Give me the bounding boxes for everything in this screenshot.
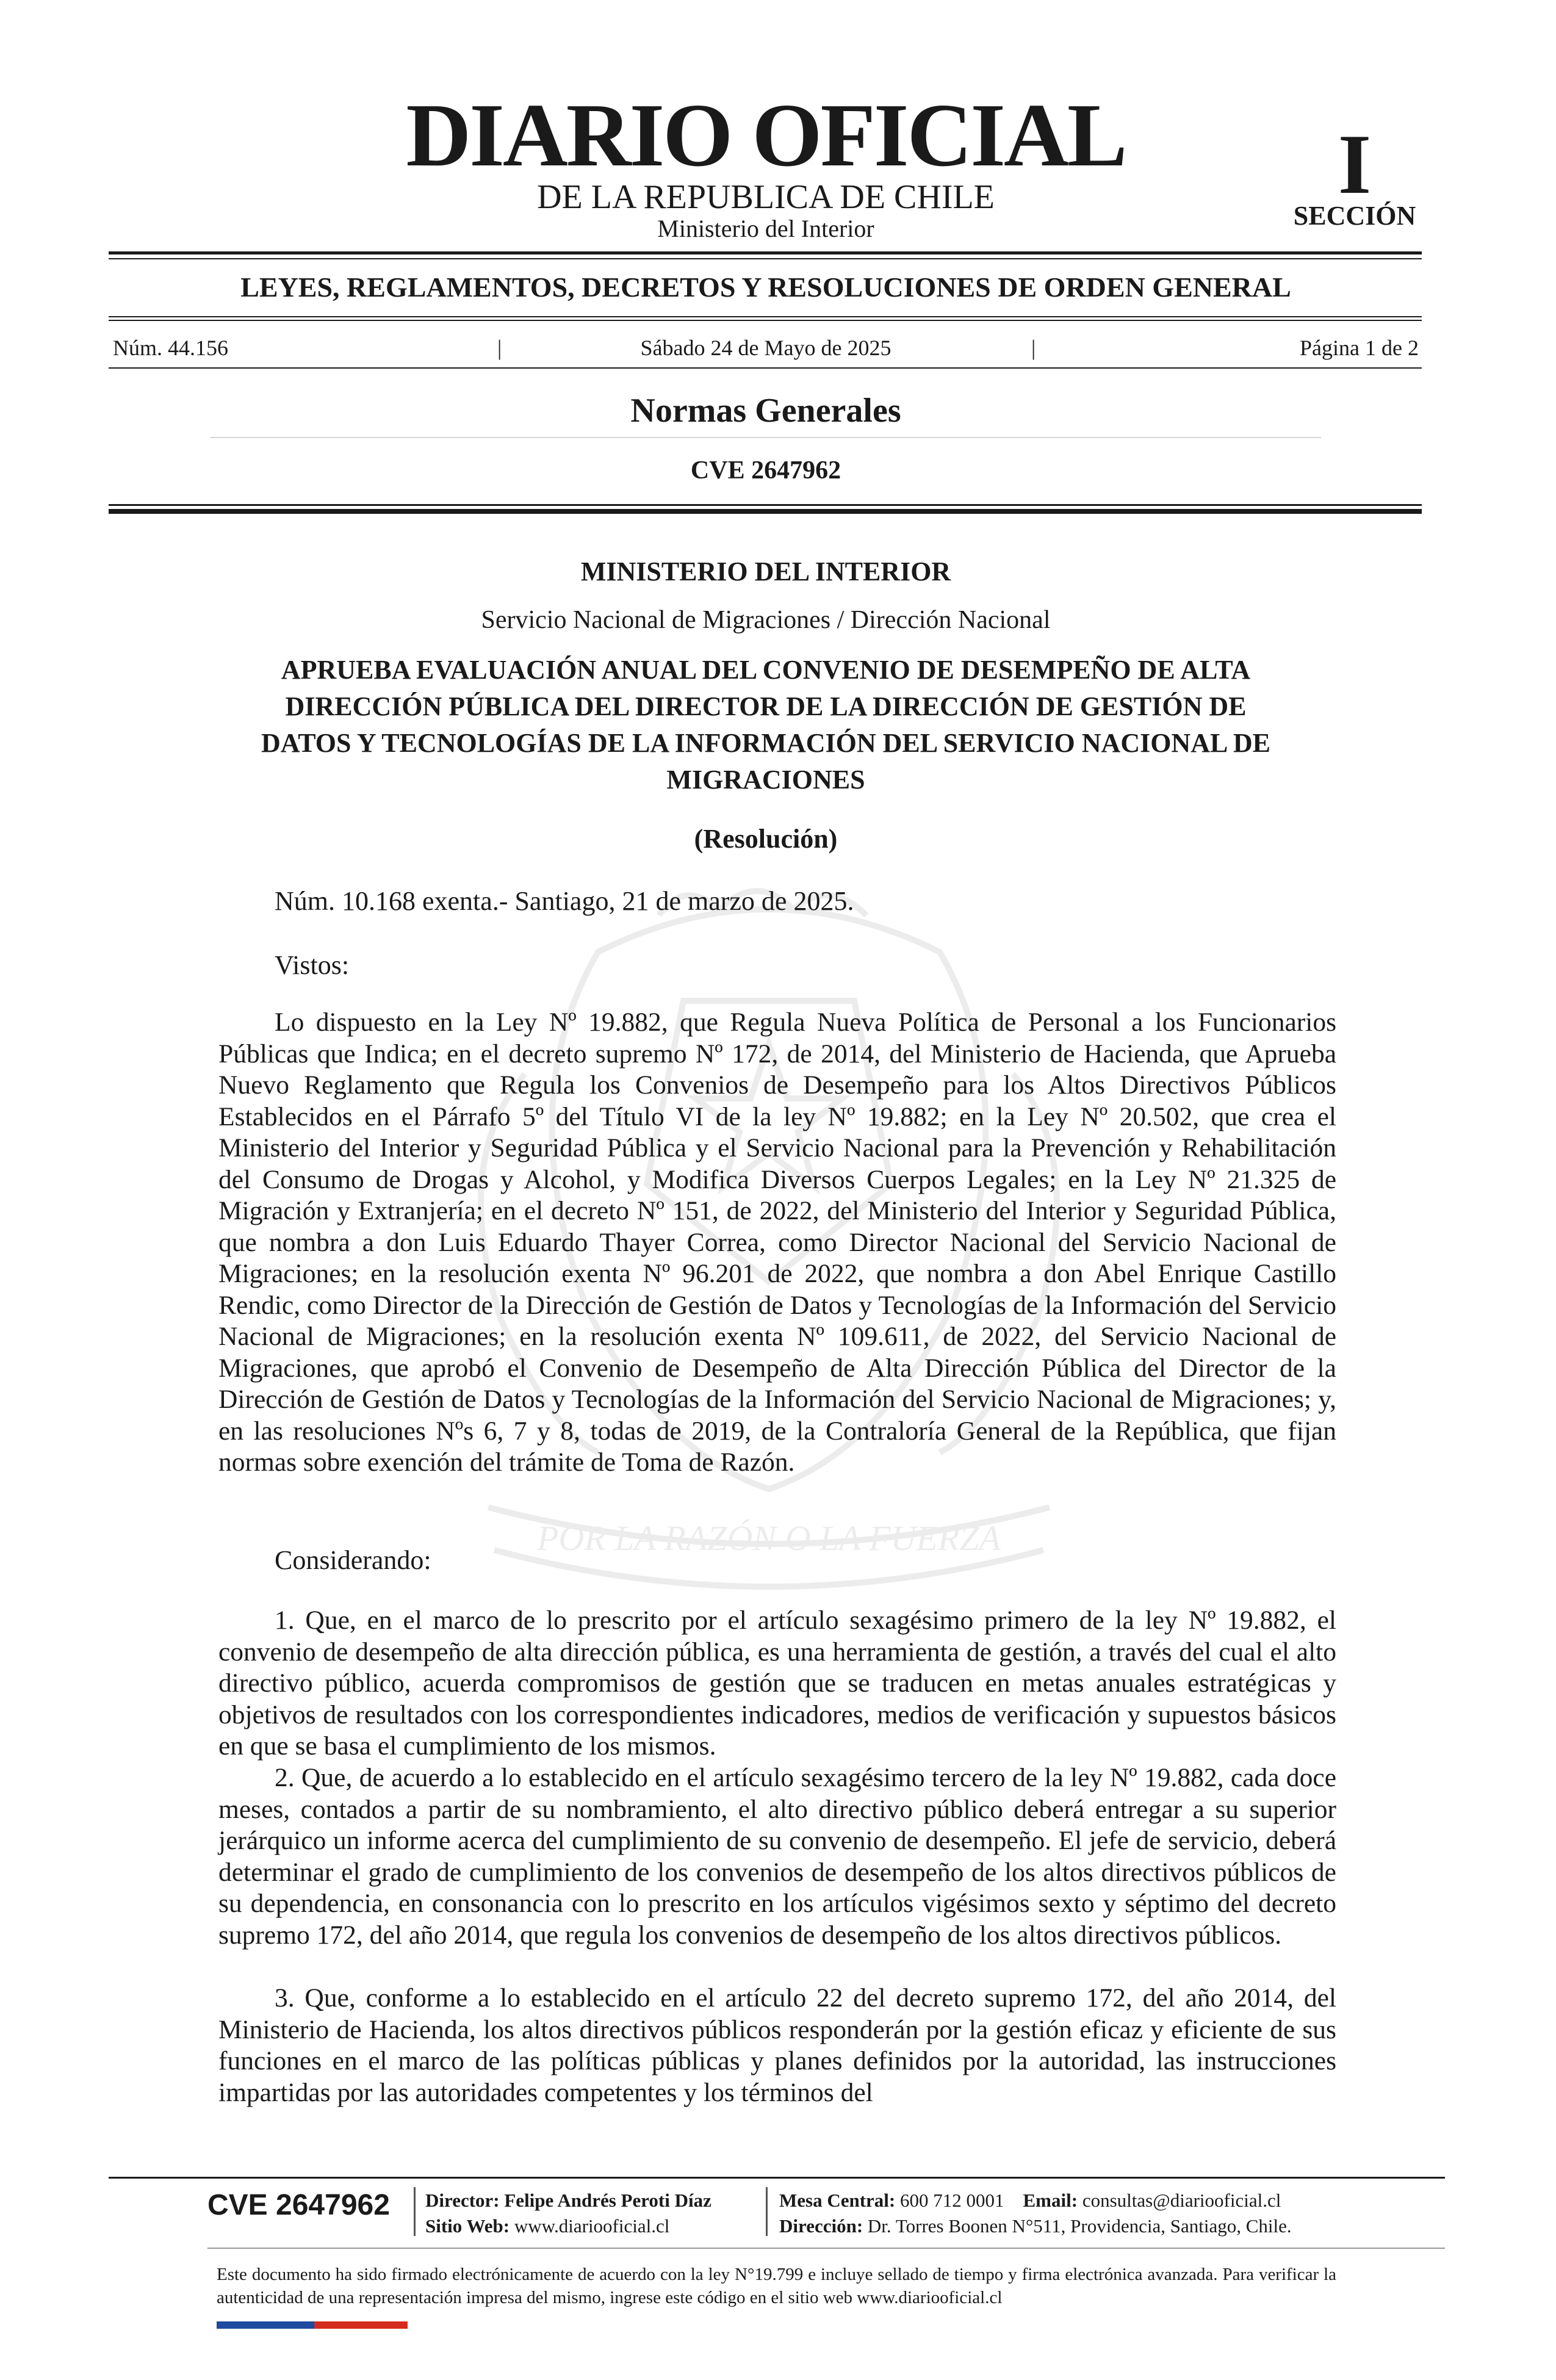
resolution-title-line: MIGRACIONES: [666, 765, 865, 795]
footer-director-label: Director:: [425, 2190, 500, 2211]
cve-rule-thick: [109, 509, 1422, 514]
issue-separator: |: [1031, 336, 1036, 360]
considerando-item: 1. Que, en el marco de lo prescrito por el artículo sexagésimo primero de la ley Nº 19.882, el convenio de desempeño de alta dirección pública, es una herramienta de gestión, a través del cual el alto directivo público, acuerda compromisos de gestión que se traducen en metas anuales estratégicas y objetivos de resultados con los correspondientes indicadores, medios de verificación y supuestos básicos en que se basa el cumplimiento de los mismos.: [218, 1606, 1336, 1761]
footer-phone: 600 712 0001: [900, 2190, 1004, 2211]
footer-divider: [766, 2187, 768, 2236]
agency-heading: MINISTERIO DEL INTERIOR: [580, 557, 951, 586]
footer-email-label: Email:: [1023, 2190, 1078, 2211]
page-indicator: Página 1 de 2: [1300, 336, 1419, 360]
considerando-item: 3. Que, conforme a lo establecido en el artículo 22 del decreto supremo 172, del año 2014, del Ministerio de Hacienda, los altos directivos públicos responderán por la gestión eficaz y eficiente de sus funciones en el marco de las políticas públicas y planes definidos por la autoridad, las instrucciones impartidas por las autoridades competentes y los términos del: [218, 1983, 1336, 2107]
footer-divider: [414, 2187, 416, 2236]
resolution-title-line: DIRECCIÓN PÚBLICA DEL DIRECTOR DE LA DIRECCIÓN DE GESTIÓN DE: [285, 691, 1247, 721]
issue-rule: [109, 367, 1422, 369]
resolution-title: [207, 652, 1324, 798]
issue-separator: |: [497, 336, 502, 360]
category-rule-bottom: [109, 320, 1422, 321]
footer-email-link[interactable]: consultas@diariooficial.cl: [1082, 2190, 1281, 2211]
issue-date: Sábado 24 de Mayo de 2025: [640, 336, 891, 360]
masthead-subtitle: DE LA REPUBLICA DE CHILE: [537, 178, 995, 216]
flag-stripe-red: [314, 2321, 408, 2329]
considerando-label: Considerando:: [275, 1545, 431, 1575]
footer-website-link[interactable]: www.diariooficial.cl: [514, 2215, 670, 2237]
footer-address: [779, 2216, 1292, 2235]
resolution-reference: Núm. 10.168 exenta.- Santiago, 21 de marzo de 2025.: [275, 886, 854, 916]
section-heading: Normas Generales: [630, 392, 901, 430]
office-subheading: Servicio Nacional de Migraciones / Dirección Nacional: [481, 606, 1051, 634]
footer-cve-code: CVE 2647962: [207, 2189, 390, 2221]
footer-contact: [779, 2191, 1281, 2210]
watermark-motto: POR LA RAZÓN O LA FUERZA: [537, 1518, 1001, 1558]
issue-number: Núm. 44.156: [113, 336, 228, 360]
footer-address-value: Dr. Torres Boonen N°511, Providencia, Santiago, Chile.: [867, 2215, 1292, 2237]
section-number: I: [1338, 117, 1372, 212]
vistos-label: Vistos:: [275, 950, 350, 980]
section-label: SECCIÓN: [1293, 201, 1416, 231]
vistos-paragraph: Lo dispuesto en la Ley Nº 19.882, que Regula Nueva Política de Personal a los Funcionarios Públicas que Indica; en el decreto supremo Nº 172, de 2014, del Ministerio de Hacienda, que Aprueba Nuevo Reglamento que Regula los Convenios de Desempeño para los Altos Directivos Públicos Establecidos en el Párrafo 5º del Título VI de la ley Nº 19.882; en la Ley Nº 20.502, que crea el Ministerio del Interior y Seguridad Pública y el Servicio Nacional para la Prevención y Rehabilitación del Consumo de Drogas y Alcohol, y Modifica Diversos Cuerpos Legales; en la Ley Nº 21.325 de Migración y Extranjería; en el decreto Nº 151, de 2022, del Ministerio del Interior y Seguridad Pública, que nombra a don Luis Eduardo Thayer Correa, como Director Nacional del Servicio Nacional de Migraciones; en la resolución exenta Nº 96.201 de 2022, que nombra a don Abel Enrique Castillo Rendic, como Director de la Dirección de Gestión de Datos y Tecnologías de la Información del Servicio Nacional de Migraciones; en la resolución exenta Nº 109.611, de 2022, del Servicio Nacional de Migraciones, que aprobó el Convenio de Desempeño de Alta Dirección Pública del Director de la Dirección de Gestión de Datos y Tecnologías de la Información del Servicio Nacional de Migraciones; y, en las resoluciones Nºs 6, 7 y 8, todas de 2019, de la Contraloría General de la República, que fijan normas sobre exención del trámite de Toma de Razón.: [218, 1008, 1336, 1477]
cve-code: CVE 2647962: [690, 456, 841, 485]
resolution-title-line: APRUEBA EVALUACIÓN ANUAL DEL CONVENIO DE DESEMPEÑO DE ALTA: [281, 655, 1251, 685]
footer-director-name: Felipe Andrés Peroti Díaz: [504, 2190, 711, 2211]
masthead-ministry: Ministerio del Interior: [657, 215, 874, 242]
masthead-title: DIARIO OFICIAL: [406, 85, 1126, 186]
footer-website: [425, 2216, 669, 2235]
masthead-rule-thick: [109, 251, 1422, 254]
footer-phone-label: Mesa Central:: [779, 2190, 896, 2211]
footer-disclaimer-rule: [207, 2248, 1445, 2249]
section-heading-rule: [211, 437, 1321, 438]
flag-stripe-blue: [217, 2321, 314, 2329]
masthead-rule-thin: [109, 258, 1422, 259]
resolution-type: (Resolución): [694, 824, 838, 854]
footer-director: [425, 2191, 711, 2210]
category-band: LEYES, REGLAMENTOS, DECRETOS Y RESOLUCIONES DE ORDEN GENERAL: [240, 272, 1291, 303]
category-rule-top: [109, 316, 1422, 317]
cve-rule-thin: [109, 504, 1422, 506]
footer-disclaimer: Este documento ha sido firmado electrónicamente de acuerdo con la ley N°19.799 e incluye sellado de tiempo y firma electrónica avanzada. Para verificar la autenticidad de una representación impresa del mismo, ingrese este código en el sitio web www.diariooficial.cl: [217, 2265, 1336, 2307]
footer-website-label: Sitio Web:: [425, 2215, 510, 2237]
considerando-item: 2. Que, de acuerdo a lo establecido en el artículo sexagésimo tercero de la ley Nº 19.882, cada doce meses, contados a partir de su nombramiento, el alto directivo público deberá entregar a su superior jerárquico un informe acerca del cumplimiento de su convenio de desempeño. El jefe de servicio, deberá determinar el grado de cumplimiento de los convenios de desempeño de los altos directivos públicos de su dependencia, en consonancia con lo prescrito en los artículos vigésimos sexto y séptimo del decreto supremo 172, del año 2014, que regula los convenios de desempeño de los altos directivos públicos.: [218, 1763, 1336, 1950]
resolution-title-line: DATOS Y TECNOLOGÍAS DE LA INFORMACIÓN DEL SERVICIO NACIONAL DE: [261, 728, 1271, 758]
footer-rule: [109, 2177, 1445, 2179]
footer-address-label: Dirección:: [779, 2215, 863, 2237]
